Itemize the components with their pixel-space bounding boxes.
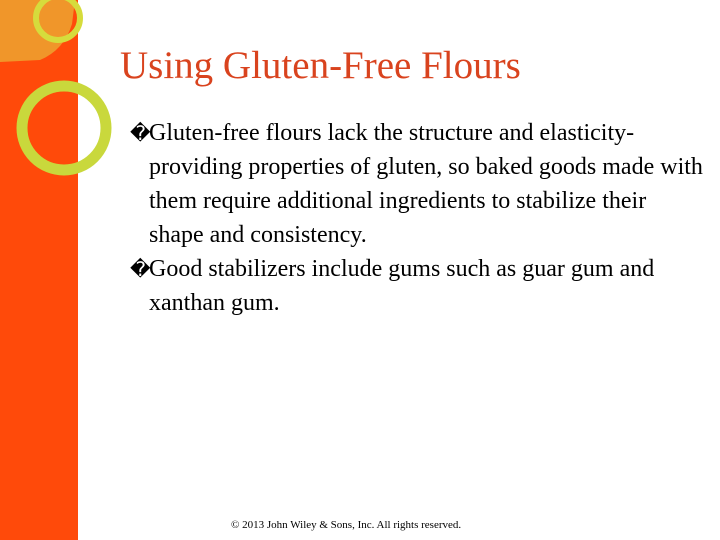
bullet-text: Good stabilizers include gums such as guar gum and xanthan gum.	[149, 256, 655, 316]
bullet-icon: �	[130, 257, 151, 281]
bullet-list	[130, 116, 705, 320]
slide-title: Using Gluten-Free Flours	[120, 44, 521, 87]
green-ring-large	[22, 86, 106, 170]
bullet-text: Gluten-free flours lack the structure and elasticity-providing properties of gluten, so baked goods made with them require additional ingredients to stabilize their shape and consistency.	[149, 120, 703, 248]
bullet-item	[130, 252, 705, 320]
copyright-footer: © 2013 John Wiley & Sons, Inc. All rights reserved.	[231, 519, 462, 531]
bullet-item	[130, 116, 705, 252]
bullet-icon: �	[130, 121, 151, 145]
